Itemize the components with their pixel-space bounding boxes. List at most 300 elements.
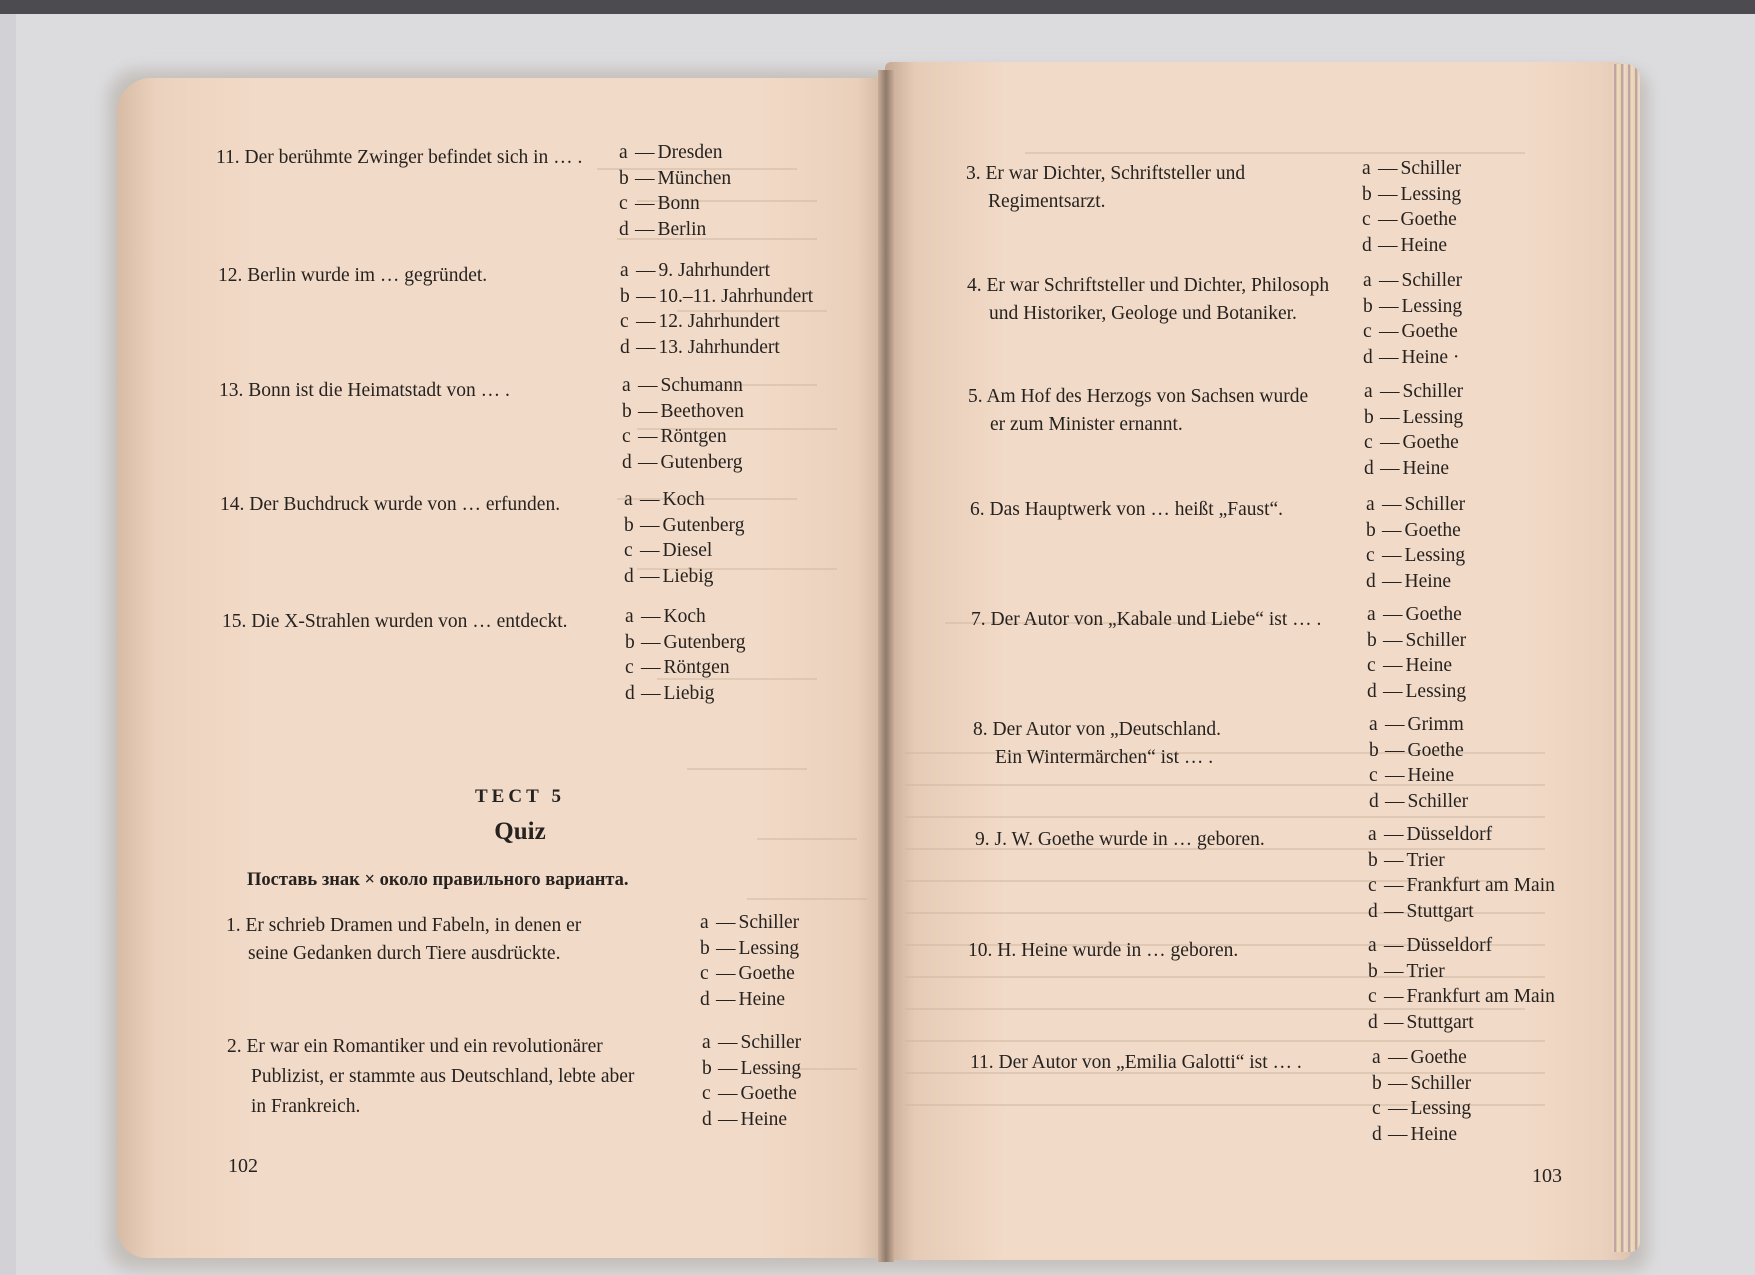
option-dash: — xyxy=(1382,570,1402,592)
option-text: Berlin xyxy=(657,218,707,240)
answer-option[interactable] xyxy=(702,1030,801,1056)
option-text: Frankfurt am Main xyxy=(1406,875,1555,896)
question-text-line xyxy=(971,606,1321,634)
quiz-title: Quiz xyxy=(494,818,546,845)
question-text: Der Autor von „Emilia Galotti“ ist … . xyxy=(998,1052,1302,1073)
option-dash: — xyxy=(1383,680,1403,702)
answer-option[interactable] xyxy=(624,487,744,513)
answer-option[interactable] xyxy=(1366,492,1465,518)
answer-option[interactable] xyxy=(625,655,745,681)
option-text: Düsseldorf xyxy=(1406,935,1493,956)
answer-option[interactable] xyxy=(1368,959,1555,985)
option-dash: — xyxy=(640,514,660,536)
question-text: Der Autor von „Deutschland. xyxy=(992,719,1222,740)
option-text: Trier xyxy=(1406,960,1445,982)
answer-option[interactable] xyxy=(1372,1071,1471,1097)
option-text: Röntgen xyxy=(663,657,730,678)
question-text-line xyxy=(967,272,1329,300)
answer-option[interactable] xyxy=(1369,738,1468,764)
answer-option[interactable] xyxy=(1369,763,1468,789)
answer-option[interactable] xyxy=(1364,430,1463,456)
answer-option[interactable] xyxy=(1367,602,1466,628)
option-text: Bonn xyxy=(657,193,700,214)
answer-option[interactable] xyxy=(1363,294,1462,320)
option-dash: — xyxy=(1383,629,1403,651)
answer-options xyxy=(1363,268,1462,370)
option-text: Gutenberg xyxy=(663,631,746,653)
option-letter: b xyxy=(624,514,634,536)
option-letter: c xyxy=(1369,765,1378,786)
answer-option[interactable] xyxy=(620,335,813,361)
option-dash: — xyxy=(718,1032,738,1053)
question-stem xyxy=(226,912,581,968)
option-letter: a xyxy=(1372,1047,1381,1068)
option-dash: — xyxy=(638,426,658,447)
option-text: Goethe xyxy=(1407,739,1464,761)
option-dash: — xyxy=(640,565,660,587)
question-text-line xyxy=(968,411,1308,439)
option-text: Goethe xyxy=(1410,1047,1467,1068)
option-dash: — xyxy=(1384,849,1404,871)
answer-option[interactable] xyxy=(1363,345,1462,371)
option-text: Schiller xyxy=(1410,1072,1472,1094)
option-text: Koch xyxy=(662,489,705,510)
answer-option[interactable] xyxy=(1368,933,1555,959)
answer-option[interactable] xyxy=(620,284,813,310)
option-letter: a xyxy=(619,142,628,163)
option-letter: a xyxy=(1367,604,1376,625)
question-stem xyxy=(218,262,487,290)
question-number: 7. xyxy=(971,609,991,630)
option-dash: — xyxy=(638,451,658,473)
question-text-line xyxy=(226,940,581,968)
option-letter: a xyxy=(1366,494,1375,515)
question-text-line xyxy=(966,188,1245,216)
option-dash: — xyxy=(1378,209,1398,230)
answer-option[interactable] xyxy=(620,309,813,335)
question-number: 10. xyxy=(968,940,998,961)
question-text-line xyxy=(970,496,1283,524)
option-letter: a xyxy=(1362,158,1371,179)
question-text-line xyxy=(219,377,510,405)
option-dash: — xyxy=(1388,1047,1408,1068)
option-text: Heine xyxy=(740,1108,788,1130)
question-number: 3. xyxy=(966,163,986,184)
option-letter: c xyxy=(624,540,633,561)
answer-option[interactable] xyxy=(1362,233,1461,259)
scanner-top-edge xyxy=(0,0,1755,14)
question-text-line xyxy=(968,937,1238,965)
answer-option[interactable] xyxy=(624,564,744,590)
option-text: Heine xyxy=(738,988,786,1010)
answer-option[interactable] xyxy=(1367,628,1466,654)
option-text: Düsseldorf xyxy=(1406,824,1493,845)
option-dash: — xyxy=(1384,875,1404,896)
question-text: Er war Schriftsteller und Dichter, Philosoph xyxy=(986,275,1330,296)
option-text: 10.–11. Jahrhundert xyxy=(658,285,814,307)
answer-option[interactable] xyxy=(1368,848,1555,874)
question-text: Publizist, er stammte aus Deutschland, lebte aber xyxy=(251,1066,635,1087)
question-number: 11. xyxy=(216,147,245,168)
option-text: Goethe xyxy=(740,1083,797,1104)
question-text: Regimentsarzt. xyxy=(988,191,1106,212)
question-text: J. W. Goethe wurde in … geboren. xyxy=(994,829,1265,850)
answer-option[interactable] xyxy=(1367,679,1466,705)
answer-option[interactable] xyxy=(1366,569,1465,595)
option-letter: d xyxy=(1366,570,1376,592)
option-text: Goethe xyxy=(1402,432,1459,453)
option-letter: a xyxy=(1363,270,1372,291)
question-text: in Frankreich. xyxy=(251,1096,361,1117)
option-dash: — xyxy=(636,336,656,358)
option-text: Schiller xyxy=(1405,629,1467,651)
option-letter: b xyxy=(1367,629,1377,651)
option-text: Röntgen xyxy=(660,426,727,447)
option-letter: b xyxy=(1369,739,1379,761)
option-text: Beethoven xyxy=(660,400,744,422)
option-dash: — xyxy=(716,963,736,984)
option-letter: c xyxy=(1362,209,1371,230)
option-dash: — xyxy=(1380,432,1400,453)
answer-options xyxy=(1366,492,1465,594)
option-letter: d xyxy=(1362,234,1372,256)
option-text: 12. Jahrhundert xyxy=(658,311,780,332)
page-number-left: 102 xyxy=(228,1155,258,1177)
option-letter: d xyxy=(1364,457,1374,479)
option-dash: — xyxy=(718,1083,738,1104)
answer-options xyxy=(624,487,744,589)
option-dash: — xyxy=(635,218,655,240)
option-text: Diesel xyxy=(662,540,713,561)
answer-option[interactable] xyxy=(619,166,731,192)
scanner-bed xyxy=(0,0,16,1275)
question-text-line xyxy=(227,1062,634,1092)
option-dash: — xyxy=(1388,1072,1408,1094)
option-dash: — xyxy=(641,682,661,704)
answer-option[interactable] xyxy=(619,191,731,217)
option-dash: — xyxy=(635,142,655,163)
option-dash: — xyxy=(641,657,661,678)
option-letter: a xyxy=(1368,935,1377,956)
option-text: Koch xyxy=(663,606,706,627)
option-text: Schiller xyxy=(1407,790,1469,812)
answer-option[interactable] xyxy=(1372,1096,1471,1122)
question-number: 4. xyxy=(967,275,987,296)
question-text-line xyxy=(970,1049,1302,1077)
option-letter: c xyxy=(625,657,634,678)
answer-options xyxy=(622,373,744,475)
option-letter: b xyxy=(1372,1072,1382,1094)
answer-options xyxy=(1369,712,1468,814)
option-text: Goethe xyxy=(1404,519,1461,541)
option-dash: — xyxy=(718,1108,738,1130)
question-text-line xyxy=(227,1092,634,1122)
option-dash: — xyxy=(1379,346,1399,368)
answer-option[interactable] xyxy=(622,373,744,399)
option-dash: — xyxy=(718,1057,738,1079)
answer-option[interactable] xyxy=(1367,653,1466,679)
option-dash: — xyxy=(1384,935,1404,956)
option-text: Goethe xyxy=(1401,321,1458,342)
answer-option[interactable] xyxy=(700,987,799,1013)
option-text: Lessing xyxy=(1405,680,1467,702)
answer-option[interactable] xyxy=(1368,873,1555,899)
answer-option[interactable] xyxy=(1368,899,1555,925)
option-letter: b xyxy=(702,1057,712,1079)
question-stem xyxy=(227,1032,634,1122)
option-dash: — xyxy=(1379,321,1399,342)
question-stem xyxy=(216,144,582,172)
answer-option[interactable] xyxy=(1363,268,1462,294)
option-text: Lessing xyxy=(740,1057,802,1079)
answer-option[interactable] xyxy=(1364,379,1463,405)
answer-option[interactable] xyxy=(620,258,813,284)
question-stem xyxy=(220,491,560,519)
option-letter: c xyxy=(622,426,631,447)
option-dash: — xyxy=(1384,986,1404,1007)
option-dash: — xyxy=(635,193,655,214)
answer-options xyxy=(1372,1045,1471,1147)
answer-option[interactable] xyxy=(1369,712,1468,738)
question-number: 2. xyxy=(227,1036,247,1057)
question-stem xyxy=(973,716,1221,772)
option-text: München xyxy=(657,167,732,189)
option-letter: a xyxy=(620,260,629,281)
question-stem xyxy=(966,160,1245,216)
option-letter: a xyxy=(700,912,709,933)
question-text: Am Hof des Herzogs von Sachsen wurde xyxy=(986,386,1309,407)
option-dash: — xyxy=(716,988,736,1010)
quiz-instruction: Поставь знак × около правильного варианта. xyxy=(247,870,629,890)
option-text: Trier xyxy=(1406,849,1445,871)
option-text: Heine xyxy=(1407,765,1455,786)
option-dash: — xyxy=(638,400,658,422)
book-gutter xyxy=(878,70,894,1262)
option-letter: b xyxy=(620,285,630,307)
bleed-line xyxy=(757,838,857,840)
question-text-line xyxy=(227,1032,634,1062)
question-number: 11. xyxy=(970,1052,999,1073)
bleed-through-text xyxy=(885,62,1631,1260)
option-dash: — xyxy=(1385,765,1405,786)
question-number: 8. xyxy=(973,719,993,740)
option-letter: a xyxy=(625,606,634,627)
option-letter: b xyxy=(1362,183,1372,205)
answer-option[interactable] xyxy=(1368,984,1555,1010)
answer-option[interactable] xyxy=(619,217,731,243)
option-letter: b xyxy=(1364,406,1374,428)
question-text-line xyxy=(226,912,581,940)
question-stem xyxy=(970,1049,1302,1077)
answer-option[interactable] xyxy=(1369,789,1468,815)
option-text: Lessing xyxy=(1400,183,1462,205)
option-letter: a xyxy=(1368,824,1377,845)
option-letter: d xyxy=(1368,900,1378,922)
option-letter: d xyxy=(622,451,632,473)
question-stem xyxy=(968,383,1308,439)
option-letter: d xyxy=(1372,1123,1382,1145)
question-text: Ein Wintermärchen“ ist … . xyxy=(995,747,1214,768)
answer-option[interactable] xyxy=(1368,1010,1555,1036)
option-dash: — xyxy=(1378,158,1398,179)
option-text: Goethe xyxy=(1405,604,1462,625)
option-dash: — xyxy=(1383,604,1403,625)
option-letter: a xyxy=(624,489,633,510)
answer-option[interactable] xyxy=(625,630,745,656)
answer-option[interactable] xyxy=(622,399,744,425)
question-stem xyxy=(222,608,568,636)
answer-option[interactable] xyxy=(1368,822,1555,848)
option-dash: — xyxy=(1380,381,1400,402)
option-dash: — xyxy=(1378,234,1398,256)
question-text: Er war Dichter, Schriftsteller und xyxy=(985,163,1246,184)
question-text: er zum Minister ernannt. xyxy=(990,414,1183,435)
answer-options xyxy=(625,604,745,706)
answer-option[interactable] xyxy=(702,1107,801,1133)
answer-option[interactable] xyxy=(619,140,731,166)
answer-option[interactable] xyxy=(1362,207,1461,233)
question-text: Er schrieb Dramen und Fabeln, in denen er xyxy=(245,915,582,936)
option-dash: — xyxy=(641,631,661,653)
option-text: Goethe xyxy=(738,963,795,984)
option-letter: a xyxy=(622,375,631,396)
option-letter: b xyxy=(619,167,629,189)
question-text: Berlin wurde im … gegründet. xyxy=(247,265,488,286)
option-letter: d xyxy=(702,1108,712,1130)
option-letter: b xyxy=(1368,849,1378,871)
option-text: Heine xyxy=(1402,457,1450,479)
answer-option[interactable] xyxy=(625,604,745,630)
option-text: Heine xyxy=(1405,655,1453,676)
answer-option[interactable] xyxy=(1364,456,1463,482)
answer-option[interactable] xyxy=(1366,518,1465,544)
answer-options xyxy=(1364,379,1463,481)
bleed-line xyxy=(687,768,807,770)
answer-option[interactable] xyxy=(622,424,744,450)
bleed-line xyxy=(747,898,867,900)
answer-option[interactable] xyxy=(700,961,799,987)
option-dash: — xyxy=(1379,295,1399,317)
option-dash: — xyxy=(638,375,658,396)
option-letter: b xyxy=(1363,295,1373,317)
answer-option[interactable] xyxy=(624,538,744,564)
question-stem xyxy=(219,377,510,405)
option-dash: — xyxy=(636,311,656,332)
answer-option[interactable] xyxy=(702,1056,801,1082)
option-text: Lessing xyxy=(1404,545,1466,566)
answer-options xyxy=(700,910,799,1012)
answer-option[interactable] xyxy=(700,936,799,962)
question-number: 6. xyxy=(970,499,990,520)
option-text: Lessing xyxy=(1402,406,1464,428)
answer-option[interactable] xyxy=(1364,405,1463,431)
option-letter: c xyxy=(1363,321,1372,342)
option-dash: — xyxy=(1388,1098,1408,1119)
answer-option[interactable] xyxy=(1372,1122,1471,1148)
answer-option[interactable] xyxy=(700,910,799,936)
question-number: 5. xyxy=(968,386,987,407)
option-letter: c xyxy=(702,1083,711,1104)
question-text: seine Gedanken durch Tiere ausdrückte. xyxy=(248,943,561,964)
answer-options xyxy=(620,258,813,360)
question-text-line xyxy=(968,383,1308,411)
option-text: Schiller xyxy=(1404,494,1466,515)
answer-option[interactable] xyxy=(625,681,745,707)
option-text: Heine xyxy=(1400,234,1448,256)
option-letter: d xyxy=(1367,680,1377,702)
option-text: Heine · xyxy=(1401,346,1460,368)
answer-option[interactable] xyxy=(1362,182,1461,208)
answer-option[interactable] xyxy=(624,513,744,539)
option-dash: — xyxy=(1388,1123,1408,1145)
right-page xyxy=(885,62,1631,1260)
option-letter: d xyxy=(700,988,710,1010)
option-letter: c xyxy=(1368,875,1377,896)
question-number: 13. xyxy=(219,380,249,401)
option-letter: a xyxy=(1364,381,1373,402)
option-text: Grimm xyxy=(1407,714,1464,735)
option-dash: — xyxy=(1382,494,1402,515)
option-text: Heine xyxy=(1404,570,1452,592)
answer-option[interactable] xyxy=(1363,319,1462,345)
option-letter: d xyxy=(625,682,635,704)
option-text: Gutenberg xyxy=(662,514,745,536)
option-dash: — xyxy=(640,489,660,510)
option-text: 9. Jahrhundert xyxy=(658,260,771,281)
answer-options xyxy=(619,140,731,242)
option-dash: — xyxy=(1384,824,1404,845)
option-text: Stuttgart xyxy=(1406,1011,1474,1033)
option-letter: d xyxy=(619,218,629,240)
option-dash: — xyxy=(636,285,656,307)
question-stem xyxy=(971,606,1321,634)
question-number: 12. xyxy=(218,265,248,286)
bleed-line xyxy=(905,1040,1545,1042)
answer-option[interactable] xyxy=(702,1081,801,1107)
bleed-line xyxy=(1025,152,1525,154)
option-dash: — xyxy=(1380,457,1400,479)
question-text: Bonn ist die Heimatstadt von … . xyxy=(248,380,510,401)
page-number-right: 103 xyxy=(1532,1165,1562,1187)
question-stem xyxy=(975,826,1265,854)
question-text-line xyxy=(973,716,1221,744)
question-text: Er war ein Romantiker und ein revolutionärer xyxy=(246,1036,603,1057)
question-text-line xyxy=(220,491,560,519)
option-text: Lessing xyxy=(1410,1098,1472,1119)
answer-options xyxy=(1367,602,1466,704)
answer-option[interactable] xyxy=(1366,543,1465,569)
option-letter: b xyxy=(700,937,710,959)
option-text: Goethe xyxy=(1400,209,1457,230)
option-letter: b xyxy=(1366,519,1376,541)
option-dash: — xyxy=(1378,183,1398,205)
question-number: 15. xyxy=(222,611,252,632)
answer-option[interactable] xyxy=(1362,156,1461,182)
question-text-line xyxy=(216,144,582,172)
answer-option[interactable] xyxy=(622,450,744,476)
answer-options xyxy=(1368,822,1555,924)
question-number: 9. xyxy=(975,829,995,850)
option-letter: b xyxy=(625,631,635,653)
option-letter: c xyxy=(1366,545,1375,566)
answer-option[interactable] xyxy=(1372,1045,1471,1071)
option-text: Schiller xyxy=(1401,270,1463,291)
option-dash: — xyxy=(640,540,660,561)
option-dash: — xyxy=(635,167,655,189)
option-letter: b xyxy=(622,400,632,422)
question-text: Der berühmte Zwinger befindet sich in … . xyxy=(244,147,583,168)
question-text: und Historiker, Geologe und Botaniker. xyxy=(989,303,1297,324)
